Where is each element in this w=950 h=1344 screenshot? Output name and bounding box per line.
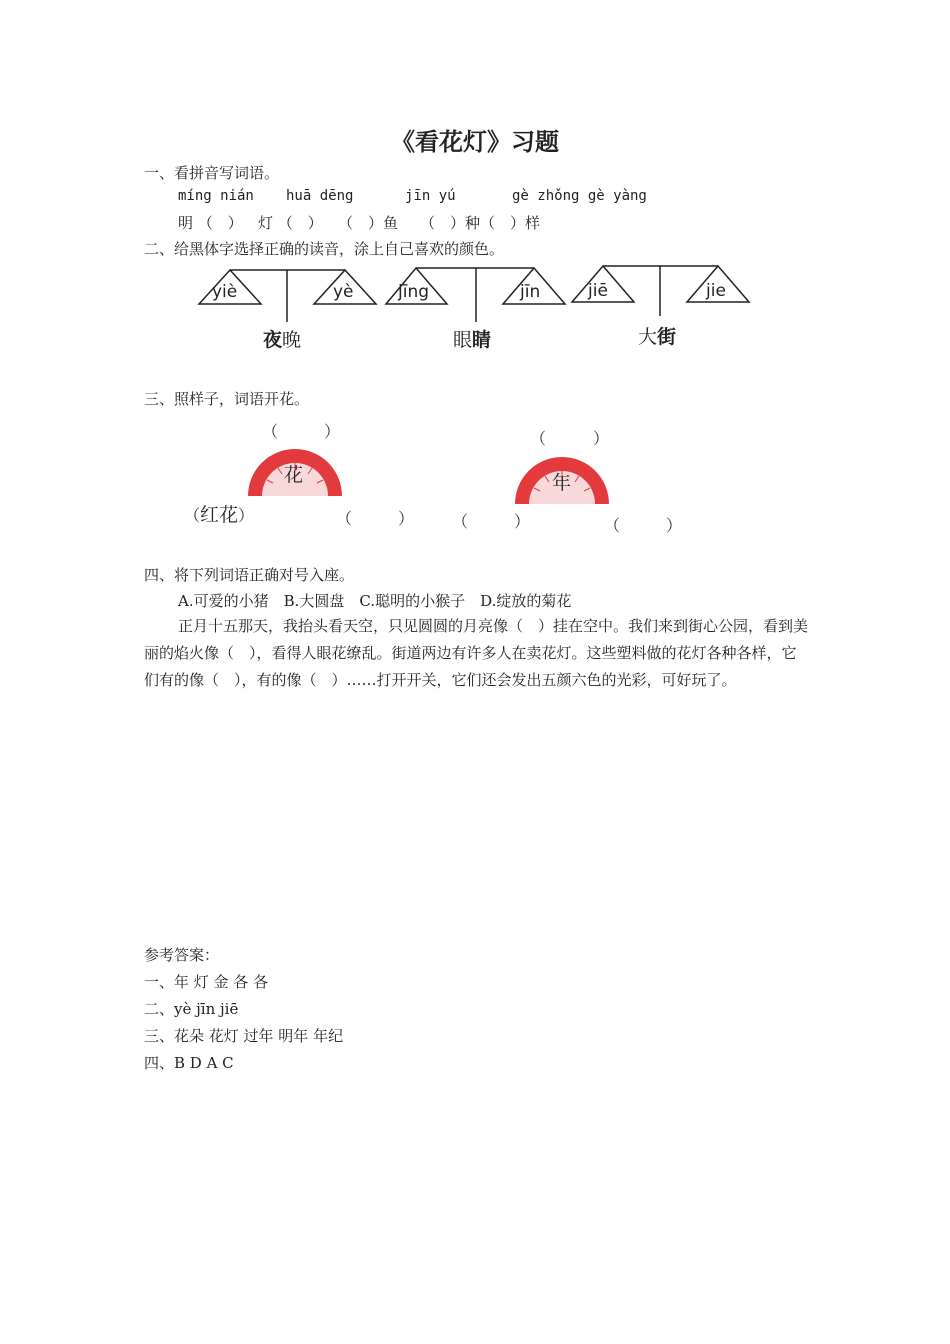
q3-f2-top-paren-left: （ xyxy=(530,429,547,448)
q3-example xyxy=(184,500,254,527)
q1-word-3: （ ）鱼 xyxy=(338,214,399,232)
q2-group3-bold-char: 街 xyxy=(657,326,677,348)
q3-f2-right-paren-right: ） xyxy=(666,516,683,535)
q3-example-word: 红花 xyxy=(200,504,239,526)
q3-example-paren-right: ） xyxy=(238,506,255,525)
q3-f2-left-paren-right: ） xyxy=(514,512,531,531)
q3-example-paren-left: （ xyxy=(184,506,201,525)
q2-group1-bold-char: 夜 xyxy=(263,329,283,351)
q2-group2-char: 眼 xyxy=(453,329,473,351)
q1-word-4: （ ）种（ ）样 xyxy=(420,214,541,232)
q1-pinyin-3: jīn yú xyxy=(405,188,456,204)
q4-passage: 正月十五那天，我抬头看天空，只见圆圆的月亮像（ ）挂在空中。我们来到街心公园，看到美丽的焰火像（ ），看得人眼花缭乱。街道两边有许多人在卖花灯。这些塑料做的花灯各种各样，它们有的像（ ），有的像（ ）……打开开关，它们还会发出五颜六色的光彩，可好玩了。 xyxy=(144,617,809,689)
q3-f1-top-paren-right: ） xyxy=(324,422,341,441)
answers-heading: 参考答案： xyxy=(144,946,220,964)
answer-3: 三、花朵 花灯 过年 明年 年纪 xyxy=(144,1027,344,1045)
q2-group3-left-pinyin: jiē xyxy=(588,281,608,301)
q2-group1-char: 晚 xyxy=(282,329,302,351)
q2-group3-char: 大 xyxy=(638,326,658,348)
q2-diagram xyxy=(0,0,950,380)
q2-group1-right-pinyin: yè xyxy=(333,282,354,302)
q2-group2-right-pinyin: jīn xyxy=(520,282,541,302)
q3-f2-right-paren-left: （ xyxy=(604,516,621,535)
q3-heading: 三、照样子，词语开花。 xyxy=(144,390,310,408)
page-title: 《看花灯》习题 xyxy=(391,127,559,156)
q3-f2-left-paren-left: （ xyxy=(452,512,469,531)
q2-group2-left-pinyin: jīng xyxy=(398,282,430,302)
q3-flower-1-center: 花 xyxy=(284,464,304,486)
q2-group3-word xyxy=(638,322,676,349)
q2-group1-left-pinyin: yiè xyxy=(212,282,238,302)
q3-f1-right-paren-right: ） xyxy=(398,509,415,528)
q3-f2-top-paren-right: ） xyxy=(593,429,610,448)
q1-pinyin-2: huā dēng xyxy=(286,188,354,204)
q2-group2-bold-char: 睛 xyxy=(472,329,492,351)
q2-group2-word xyxy=(453,325,491,352)
answer-4: 四、B D A C xyxy=(144,1054,234,1072)
q1-pinyin-1: míng nián xyxy=(178,188,254,204)
q3-flower-2-center: 年 xyxy=(552,472,572,494)
q1-pinyin-4: gè zhǒng gè yàng xyxy=(512,188,647,204)
q4-options: A.可爱的小猪 B.大圆盘 C.聪明的小猴子 D.绽放的菊花 xyxy=(178,592,572,610)
q2-group3-right-pinyin: jie xyxy=(706,281,726,301)
q1-heading: 一、看拼音写词语。 xyxy=(144,164,280,182)
answer-1: 一、年 灯 金 各 各 xyxy=(144,973,269,991)
q3-f1-right-paren-left: （ xyxy=(336,509,353,528)
q1-word-1: 明 （ ） xyxy=(178,214,243,232)
q2-group1-word xyxy=(263,325,301,352)
q4-heading: 四、将下列词语正确对号入座。 xyxy=(144,566,355,584)
answer-2: 二、yè jīn jiē xyxy=(144,1000,239,1018)
q3-f1-top-paren-left: （ xyxy=(262,422,279,441)
q2-heading: 二、给黑体字选择正确的读音，涂上自己喜欢的颜色。 xyxy=(144,240,505,258)
q1-word-2: 灯 （ ） xyxy=(258,214,323,232)
